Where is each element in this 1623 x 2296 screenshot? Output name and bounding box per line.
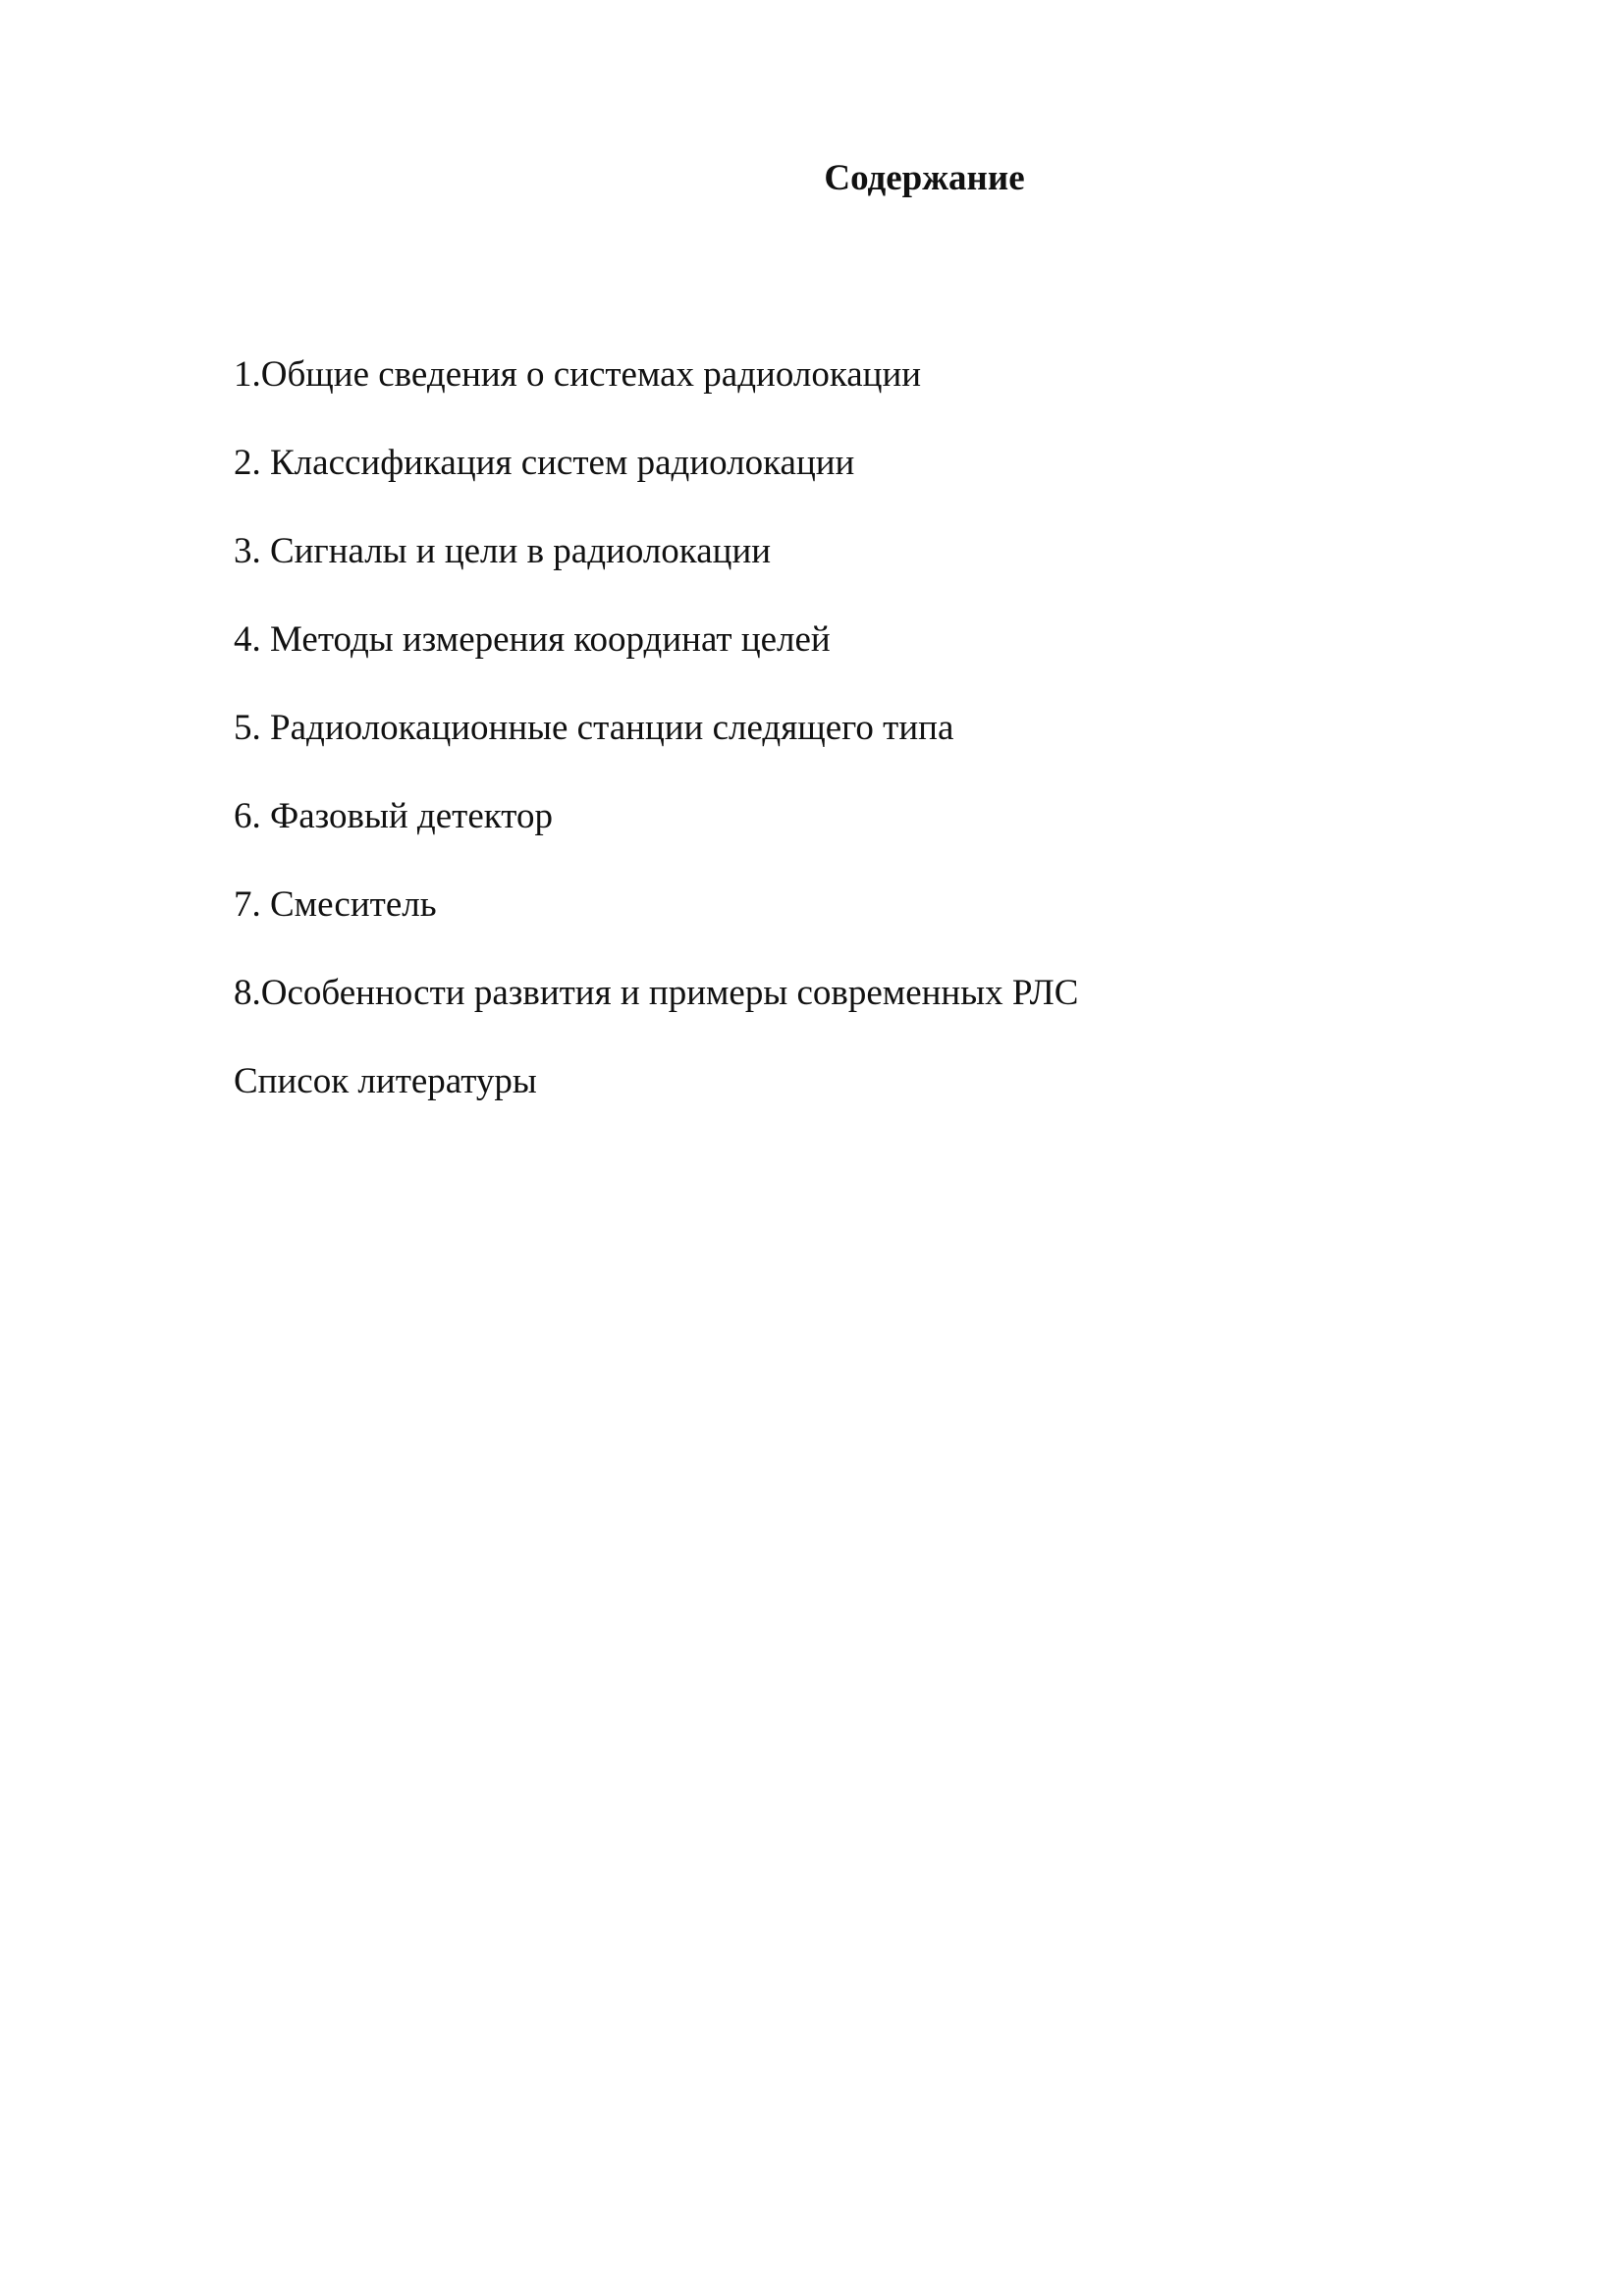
toc-item-references: Список литературы <box>234 1061 537 1101</box>
table-of-contents <box>234 351 1078 1147</box>
toc-item-5: 5. Радиолокационные станции следящего типа <box>234 708 954 748</box>
toc-item-4: 4. Методы измерения координат целей <box>234 619 831 660</box>
page-title: Содержание <box>824 158 1025 198</box>
toc-item-6: 6. Фазовый детектор <box>234 796 553 836</box>
toc-item-7: 7. Смеситель <box>234 884 437 925</box>
toc-item-2: 2. Классификация систем радиолокации <box>234 443 855 483</box>
toc-item-1: 1.Общие сведения о системах радиолокации <box>234 354 922 395</box>
toc-item-3: 3. Сигналы и цели в радиолокации <box>234 531 772 571</box>
toc-item-8: 8.Особенности развития и примеры современных РЛС <box>234 973 1079 1013</box>
